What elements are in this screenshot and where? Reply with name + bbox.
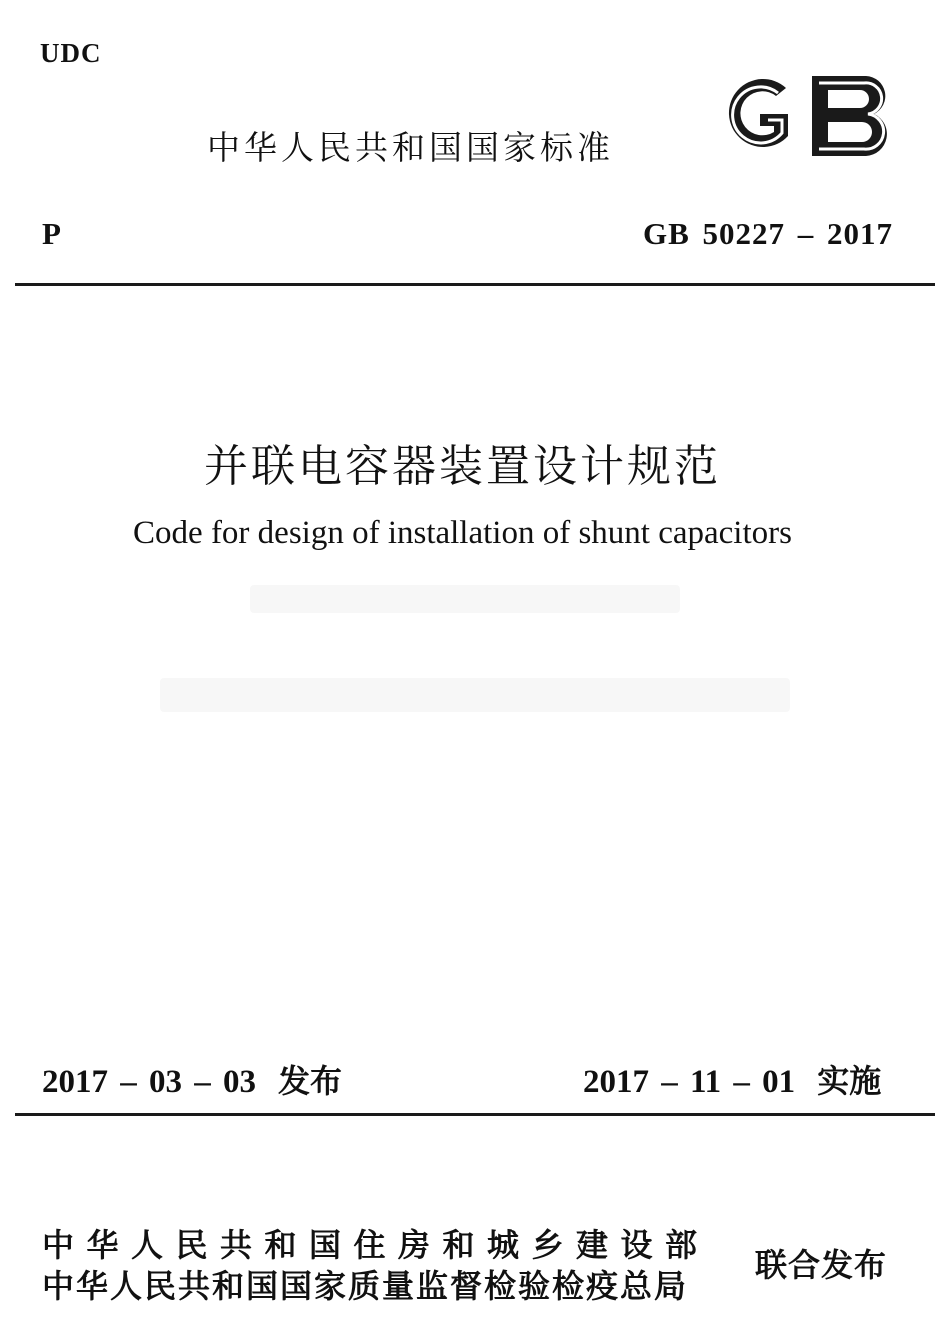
- udc-label: UDC: [40, 38, 102, 68]
- top-divider: [15, 283, 935, 286]
- title-english: Code for design of installation of shunt capacitors: [133, 515, 792, 551]
- national-standard-heading: 中华人民共和国国家标准: [207, 128, 614, 167]
- joint-issue-label: 联合发布: [755, 1246, 888, 1284]
- issuer-quality-administration: 中华人民共和国国家质量监督检验检疫总局: [42, 1267, 689, 1305]
- issue-date-line: [42, 1056, 342, 1102]
- title-chinese: 并联电容器装置设计规范: [204, 441, 721, 492]
- classification-code: P: [42, 216, 61, 251]
- faded-watermark-band: [160, 678, 790, 712]
- implementation-date-line: [583, 1056, 881, 1102]
- gb-logo: [716, 70, 894, 162]
- faded-watermark-band: [250, 585, 680, 613]
- implementation-label: 实施: [817, 1062, 882, 1100]
- issue-label: 发布: [278, 1062, 343, 1100]
- bottom-divider: [15, 1113, 935, 1116]
- implementation-date: 2017 – 11 – 01: [583, 1064, 796, 1100]
- issuer-ministry-housing: 中华人民共和国住房和城乡建设部: [42, 1226, 710, 1264]
- standard-number: GB 50227 – 2017: [642, 216, 893, 251]
- issue-date: 2017 – 03 – 03: [42, 1064, 256, 1100]
